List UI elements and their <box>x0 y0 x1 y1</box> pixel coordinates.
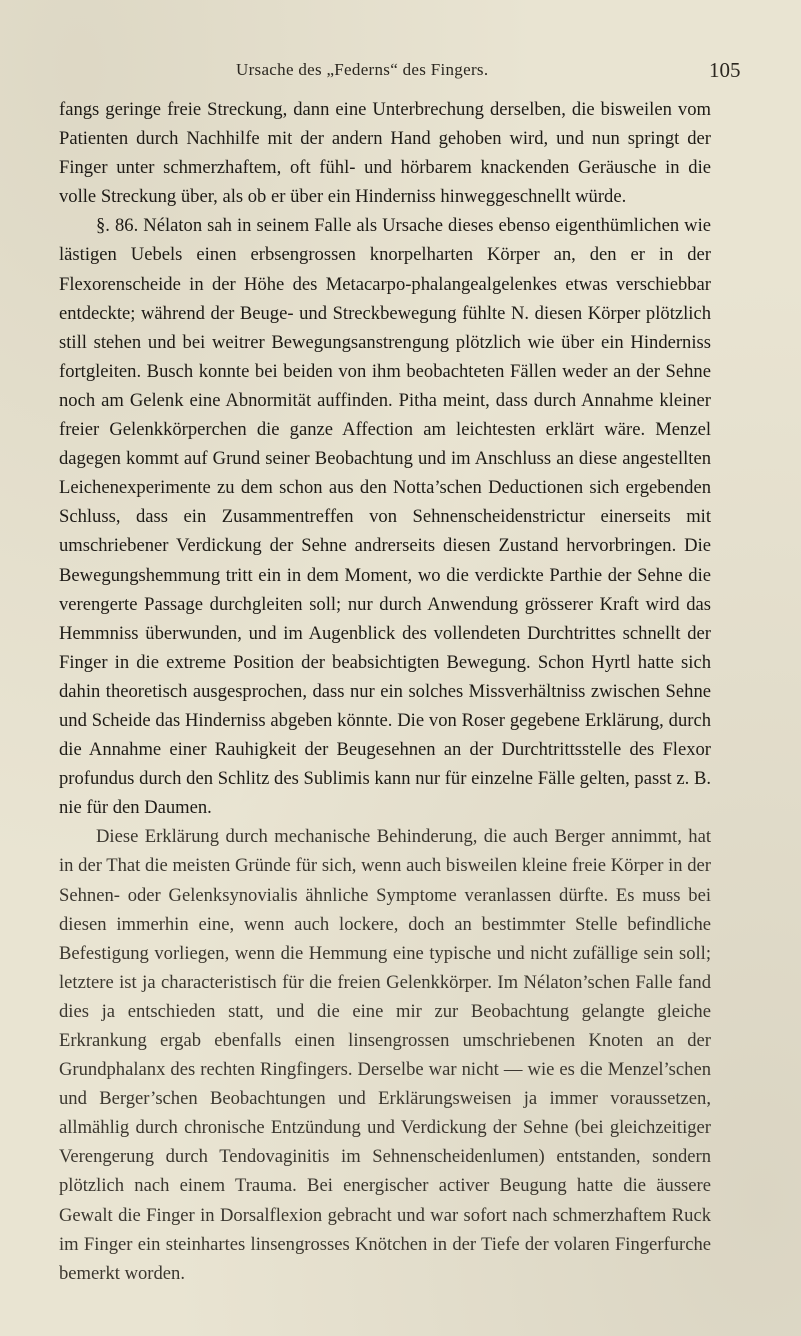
paragraph-explanation: Diese Erklärung durch mechanische Behinderung, die auch Berger annimmt, hat in der That die meisten Gründe für sich, wenn auch bisweilen kleine freie Körper in der Sehnen- oder Gelenksynovialis ähnliche Symptome veranlassen dürfte. Es muss bei diesen immerhin eine, wenn auch lockere, doch an bestimmter Stelle befindliche Befestigung vorliegen, wenn die Hemmung eine typische und nicht zufällige sein soll; letztere ist ja characteristisch für die freien Gelenkkörper. Im Nélaton’schen Falle fand dies ja entschieden statt, und die eine mir zur Beobachtung gelangte gleiche Erkrankung ergab ebenfalls einen linsengrossen umschriebenen Knoten an der Grundphalanx des rechten Ringfingers. Derselbe war nicht — wie es die Menzel’schen und Berger’schen Beobachtungen und Erklärungsweisen ja immer voraussetzen, allmählig durch chronische Entzündung und Verdickung der Sehne (bei gleichzeitiger Verengerung durch Tendovaginitis im Sehnenscheidenlumen) entstanden, sondern plötzlich nach einem Trauma. Bei energischer activer Beugung hatte die äussere Gewalt die Finger in Dorsalflexion gebracht und war sofort nach schmerzhaftem Ruck im Finger ein steinhartes linsengrosses Knötchen in der Tiefe der volaren Fingerfurche bemerkt worden. <box>59 826 711 1284</box>
paragraph-section-86: §. 86. Nélaton sah in seinem Falle als Ursache dieses ebenso eigenthümlichen wie lästigen Uebels einen erbsengrossen knorpelharten Körper an, den er in der Flexorenscheide in der Höhe des Metacarpo-phalangealgelenkes etwas verschiebbar entdeckte; während der Beuge- und Streckbewegung fühlte N. diesen Körper plötzlich still stehen und bei weitrer Bewegungsanstrengung plötzlich wie über ein Hinderniss fortgleiten. Busch konnte bei beiden von ihm beobachteten Fällen weder an der Sehne noch am Gelenk eine Abnormität auffinden. Pitha meint, dass durch Annahme kleiner freier Gelenkkörperchen die ganze Affection am leichtesten erklärt wäre. Menzel dagegen kommt auf Grund seiner Beobachtung und im Anschluss an diese angestellten Leichenexperimente zu dem schon aus den Notta’schen Deductionen sich ergebenden Schluss, dass ein Zusammentreffen von Sehnenscheidenstrictur einerseits mit umschriebener Verdickung der Sehne andrerseits diesen Zustand hervorbringen. Die Bewegungshemmung tritt ein in dem Moment, wo die verdickte Parthie der Sehne die verengerte Passage durchgleiten soll; nur durch Anwendung grösserer Kraft wird das Hemmniss überwunden, und im Augenblick des vollendeten Durchtrittes schnellt der Finger in die extreme Position der beabsichtigten Bewegung. Schon Hyrtl hatte sich dahin theoretisch ausgesprochen, dass nur ein solches Missverhältniss zwischen Sehne und Scheide das Hinderniss abgeben könnte. Die von Roser gegebene Erklärung, durch die Annahme einer Rauhigkeit der Beugesehnen an der Durchtrittsstelle des Flexor profundus durch den Schlitz des Sublimis kann nur für einzelne Fälle gelten, passt z. B. nie für den Daumen. <box>59 215 711 819</box>
running-head: Ursache des „Federns“ des Fingers. <box>236 60 489 79</box>
page-number: 105 <box>709 58 741 82</box>
body-text <box>59 95 711 1288</box>
paragraph-continuation: fangs geringe freie Streckung, dann eine Unterbrechung derselben, die bisweilen vom Patienten durch Nachhilfe mit der andern Hand gehoben wird, und nun springt der Finger unter schmerzhaftem, oft fühl- und hörbarem knackenden Geräusche in die volle Streckung über, als ob er über ein Hinderniss hinweggeschnellt würde. <box>59 99 711 208</box>
